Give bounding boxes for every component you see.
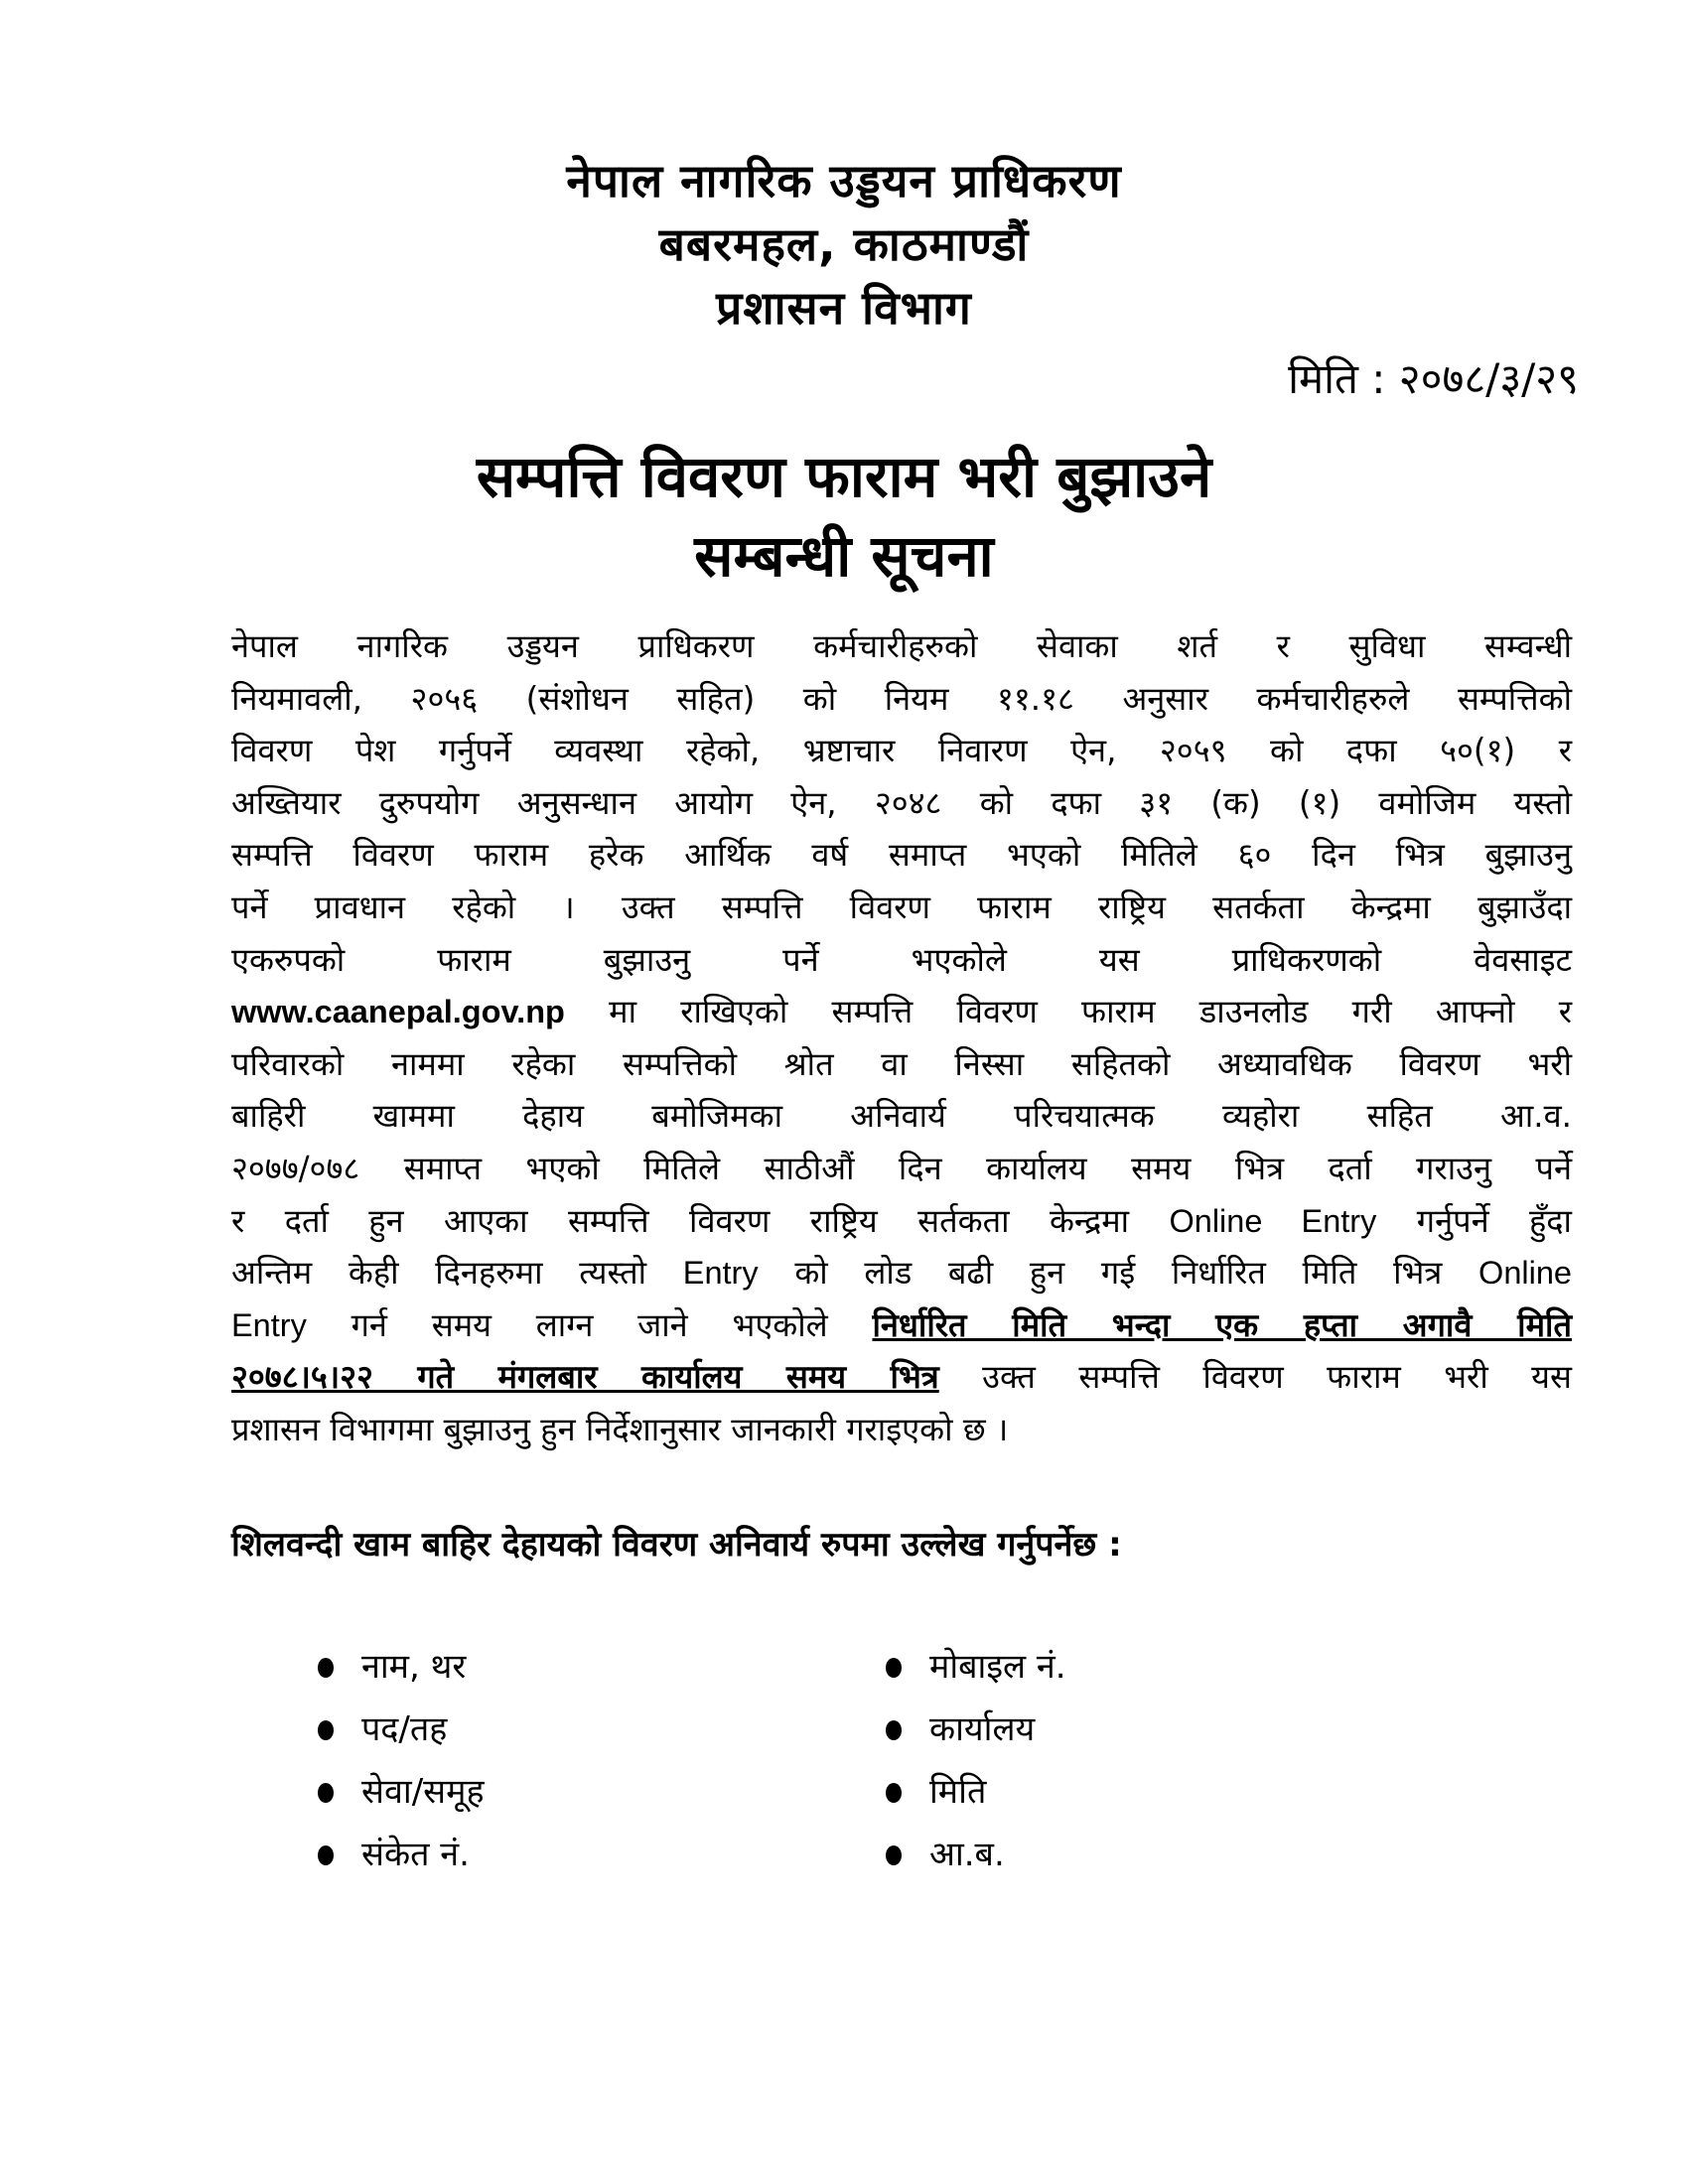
field-label: कार्यालय bbox=[929, 1709, 1036, 1749]
body-text-fragment: र दर्ता हुन आएका सम्पत्ति विवरण राष्ट्रिय सर्तकता केन्द्रमा bbox=[231, 1201, 1130, 1240]
body-text-fragment: गर्नुपर्ने हुँदा bbox=[1416, 1201, 1572, 1240]
body-text-fragment: Entry bbox=[231, 1306, 307, 1343]
body-line-with-url bbox=[231, 986, 1572, 1038]
notice-date: मिति : २०७८/३/२९ bbox=[1288, 354, 1579, 403]
body-line: एकरुपको फाराम बुझाउनु पर्ने भएकोले यस प्राधिकरणको वेवसाइट bbox=[231, 940, 1572, 979]
body-line: नेपाल नागरिक उड्डयन प्राधिकरण कर्मचारीहरुको सेवाका शर्त र सुविधा सम्वन्धी bbox=[231, 627, 1572, 665]
deadline-date-emphasis: २०७८।५।२२ गते मंगलबार कार्यालय समय भित्र bbox=[231, 1358, 939, 1397]
body-line: नियमावली, २०५६ (संशोधन सहित) को नियम ११.१८ अनुसार कर्मचारीहरुले सम्पत्तिको bbox=[231, 679, 1572, 718]
bullet-icon bbox=[886, 1845, 902, 1865]
list-item bbox=[886, 1824, 1066, 1886]
bullet-icon bbox=[886, 1783, 902, 1803]
organization-name: नेपाल नागरिक उड्डयन प्राधिकरण bbox=[566, 154, 1122, 207]
field-label: पद/तह bbox=[361, 1709, 448, 1749]
body-text-fragment: को लोड बढी हुन गई निर्धारित मिति भित्र bbox=[794, 1254, 1443, 1293]
body-line: बाहिरी खाममा देहाय बमोजिमका अनिवार्य परिचयात्मक व्यहोरा सहित आ.व. bbox=[231, 1097, 1572, 1136]
body-text-fragment: Entry bbox=[682, 1255, 759, 1292]
body-text-fragment: Online bbox=[1478, 1255, 1572, 1292]
bullet-icon bbox=[886, 1720, 902, 1740]
notice-body bbox=[231, 620, 1572, 1456]
list-item bbox=[318, 1761, 485, 1824]
list-item bbox=[318, 1824, 485, 1886]
title-line-1: सम्पत्ति विवरण फाराम भरी बुझाउने bbox=[476, 443, 1212, 510]
organization-address: बबरमहल, काठमाण्डौं bbox=[658, 217, 1030, 271]
field-label: मोबाइल नं. bbox=[929, 1647, 1066, 1687]
notice-title bbox=[0, 437, 1688, 596]
list-item bbox=[886, 1761, 1066, 1824]
deadline-emphasis: निर्धारित मिति भन्दा एक हप्ता अगावै मिति bbox=[872, 1305, 1572, 1344]
body-text-fragment: उक्त सम्पत्ति विवरण फाराम भरी यस bbox=[982, 1358, 1572, 1397]
body-line: सम्पत्ति विवरण फाराम हरेक आर्थिक वर्ष समाप्त भएको मितिले ६० दिन भित्र बुझाउनु bbox=[231, 836, 1572, 875]
bullet-icon bbox=[318, 1720, 334, 1740]
required-fields-column-2 bbox=[886, 1636, 1066, 1886]
body-line: विवरण पेश गर्नुपर्ने व्यवस्था रहेको, भ्रष्टाचार निवारण ऐन, २०५९ को दफा ५०(१) र bbox=[231, 732, 1572, 770]
list-item bbox=[318, 1699, 485, 1761]
bullet-icon bbox=[318, 1845, 334, 1865]
field-label: नाम, थर bbox=[361, 1647, 467, 1687]
body-text-fragment: Online Entry bbox=[1169, 1202, 1377, 1239]
bullet-icon bbox=[886, 1658, 902, 1678]
title-line-2: सम्बन्धी सूचना bbox=[694, 522, 994, 590]
envelope-instruction: शिलवन्दी खाम बाहिर देहायको विवरण अनिवार्य रुपमा उल्लेख गर्नुपर्नेछ : bbox=[231, 1525, 1122, 1565]
department-name: प्रशासन विभाग bbox=[716, 281, 972, 335]
body-line bbox=[231, 1351, 1572, 1404]
body-line bbox=[231, 1299, 1572, 1352]
body-line: परिवारको नाममा रहेका सम्पत्तिको श्रोत वा निस्सा सहितको अध्यावधिक विवरण भरी bbox=[231, 1044, 1572, 1083]
body-line: अख्तियार दुरुपयोग अनुसन्धान आयोग ऐन, २०४८ को दफा ३१ (क) (१) वमोजिम यस्तो bbox=[231, 783, 1572, 822]
list-item bbox=[886, 1699, 1066, 1761]
field-label: मिति bbox=[929, 1772, 987, 1812]
field-label: संकेत नं. bbox=[361, 1835, 470, 1874]
bullet-icon bbox=[318, 1658, 334, 1678]
body-line: पर्ने प्रावधान रहेको । उक्त सम्पत्ति विवरण फाराम राष्ट्रिय सतर्कता केन्द्रमा बुझाउँदा bbox=[231, 887, 1572, 926]
list-item bbox=[318, 1636, 485, 1699]
body-line: २०७७/०७८ समाप्त भएको मितिले साठीऔं दिन कार्यालय समय भित्र दर्ता गराउनु पर्ने bbox=[231, 1149, 1572, 1187]
list-item bbox=[886, 1636, 1066, 1699]
body-line bbox=[231, 1247, 1572, 1299]
website-link[interactable]: www.caanepal.gov.np bbox=[231, 994, 565, 1030]
body-text-fragment: अन्तिम केही दिनहरुमा त्यस्तो bbox=[231, 1254, 647, 1293]
required-fields-column-1 bbox=[318, 1636, 485, 1886]
body-line bbox=[231, 1195, 1572, 1248]
body-line: प्रशासन विभागमा बुझाउनु हुन निर्देशानुसार जानकारी गराइएको छ । bbox=[231, 1410, 1009, 1448]
body-text-fragment: गर्न समय लाग्न जाने भएकोले bbox=[351, 1305, 828, 1344]
field-label: सेवा/समूह bbox=[361, 1772, 485, 1812]
field-label: आ.ब. bbox=[929, 1835, 1005, 1874]
body-text-fragment: मा राखिएको सम्पत्ति विवरण फाराम डाउनलोड गरी आफ्नो र bbox=[609, 993, 1572, 1031]
bullet-icon bbox=[318, 1783, 334, 1803]
letterhead bbox=[0, 149, 1688, 340]
